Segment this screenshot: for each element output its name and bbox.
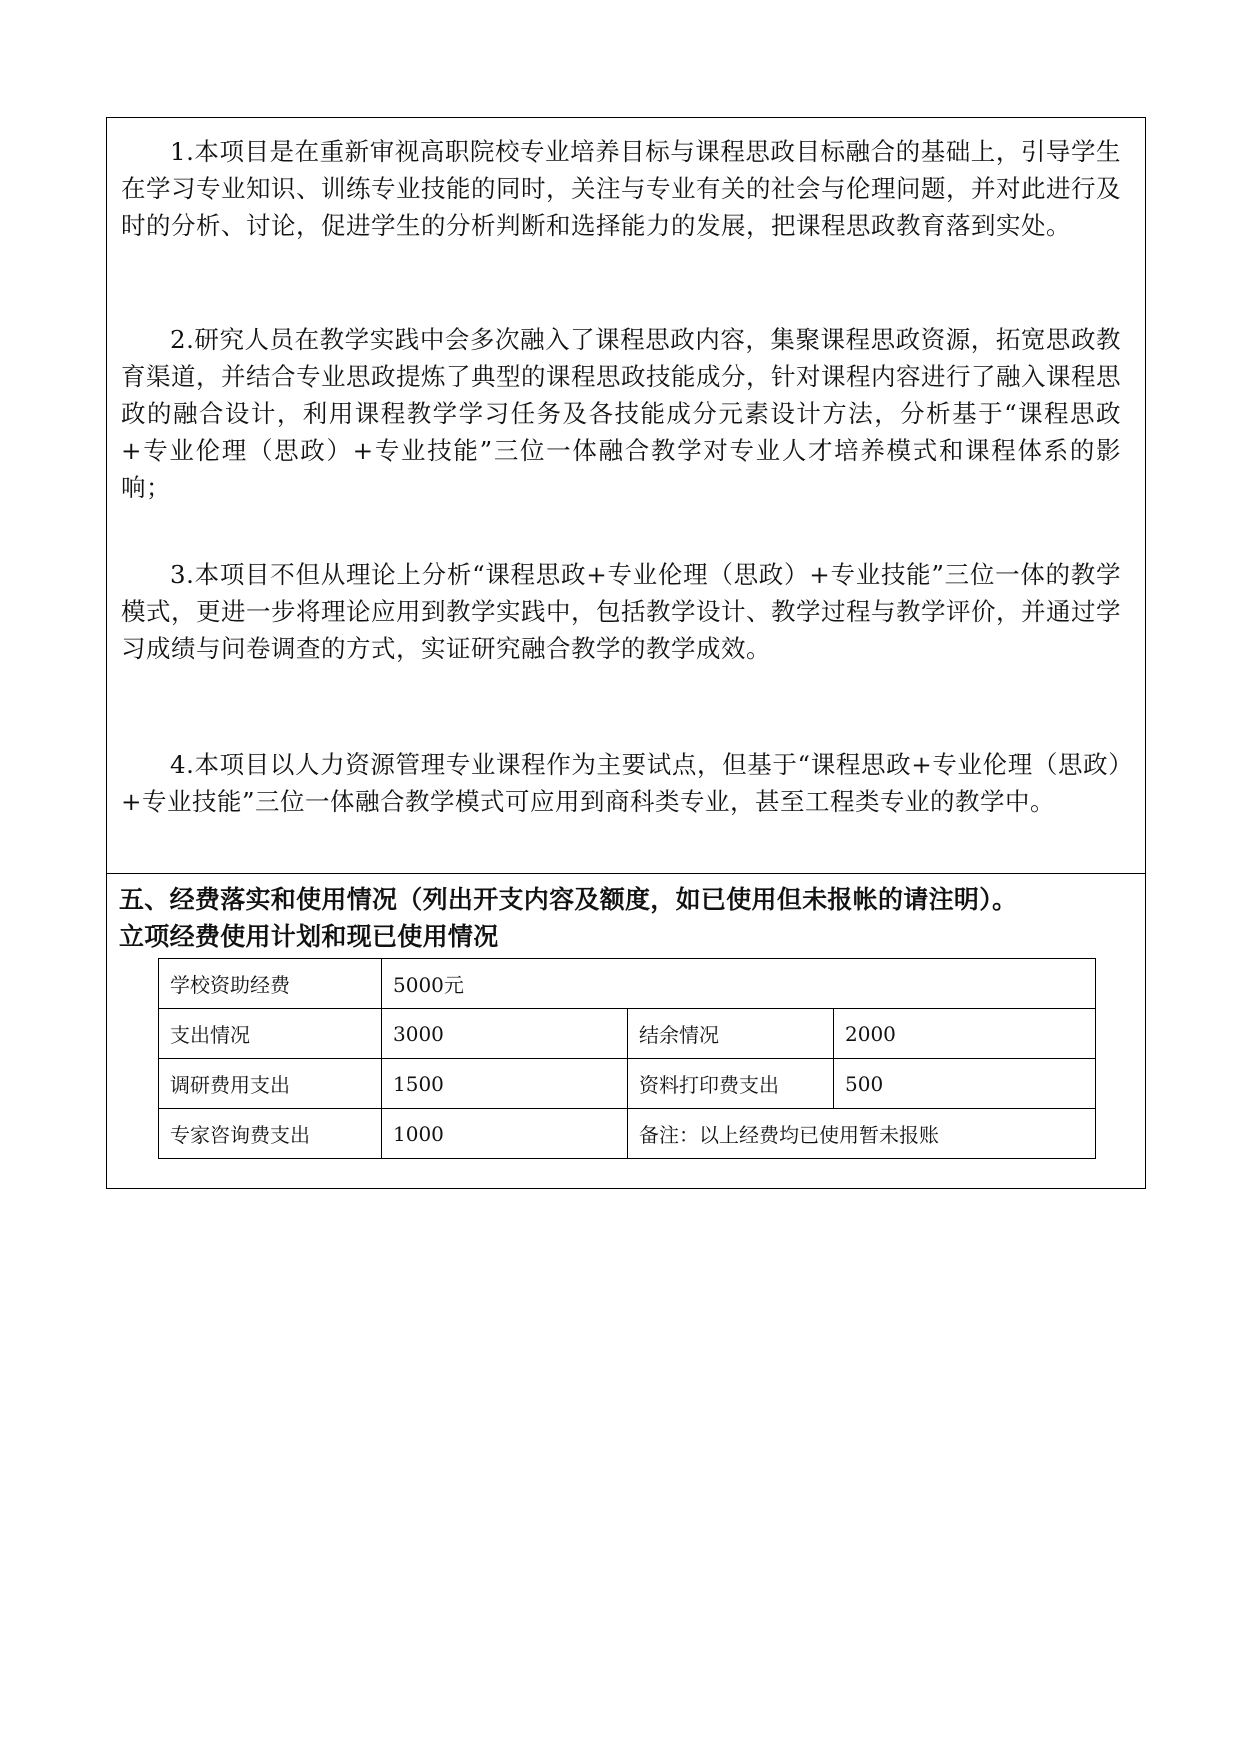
funding-label: 学校资助经费 bbox=[159, 959, 382, 1009]
printing-cost-value: 500 bbox=[834, 1059, 1096, 1109]
report-form-frame bbox=[106, 117, 1146, 1189]
spent-label: 支出情况 bbox=[159, 1009, 382, 1059]
research-cost-value: 1500 bbox=[382, 1059, 628, 1109]
paragraph-2: 2.研究人员在教学实践中会多次融入了课程思政内容，集聚课程思政资源，拓宽思政教育渠道，并结合专业思政提炼了典型的课程思政技能成分，针对课程内容进行了融入课程思政的融合设计，利用课程教学学习任务及各技能成分元素设计方法，分析基于“课程思政+专业伦理（思政）+专业技能”三位一体融合教学对专业人才培养模式和课程体系的影响； bbox=[121, 325, 1121, 502]
balance-value: 2000 bbox=[834, 1009, 1096, 1059]
funding-section-title-line-1: 五、经费落实和使用情况（列出开支内容及额度，如已使用但未报帐的请注明）。 bbox=[119, 885, 1018, 914]
paragraph-4: 4.本项目以人力资源管理专业课程作为主要试点，但基于“课程思政+专业伦理（思政）+专业技能”三位一体融合教学模式可应用到商科类专业，甚至工程类专业的教学中。 bbox=[121, 750, 1121, 816]
balance-label: 结余情况 bbox=[628, 1009, 834, 1059]
budget-note: 备注：以上经费均已使用暂未报账 bbox=[628, 1109, 1096, 1159]
paragraph-3: 3.本项目不但从理论上分析“课程思政+专业伦理（思政）+专业技能”三位一体的教学模式，更进一步将理论应用到教学实践中，包括教学设计、教学过程与教学评价，并通过学习成绩与问卷调查的方式，实证研究融合教学的教学成效。 bbox=[121, 560, 1121, 663]
funding-section-title bbox=[119, 881, 1139, 955]
funding-section-title-line-2: 立项经费使用计划和现已使用情况 bbox=[119, 922, 499, 951]
printing-cost-label: 资料打印费支出 bbox=[628, 1059, 834, 1109]
table-row bbox=[159, 1059, 1096, 1109]
expert-fee-label: 专家咨询费支出 bbox=[159, 1109, 382, 1159]
table-row bbox=[159, 959, 1096, 1009]
spent-value: 3000 bbox=[382, 1009, 628, 1059]
expert-fee-value: 1000 bbox=[382, 1109, 628, 1159]
research-cost-label: 调研费用支出 bbox=[159, 1059, 382, 1109]
table-row bbox=[159, 1109, 1096, 1159]
table-row bbox=[159, 1009, 1096, 1059]
funding-value: 5000元 bbox=[382, 959, 1096, 1009]
paragraph-1: 1.本项目是在重新审视高职院校专业培养目标与课程思政目标融合的基础上，引导学生在学习专业知识、训练专业技能的同时，关注与专业有关的社会与伦理问题，并对此进行及时的分析、讨论，促进学生的分析判断和选择能力的发展，把课程思政教育落到实处。 bbox=[121, 137, 1121, 240]
budget-table bbox=[158, 958, 1096, 1159]
project-features-section bbox=[107, 118, 1145, 874]
